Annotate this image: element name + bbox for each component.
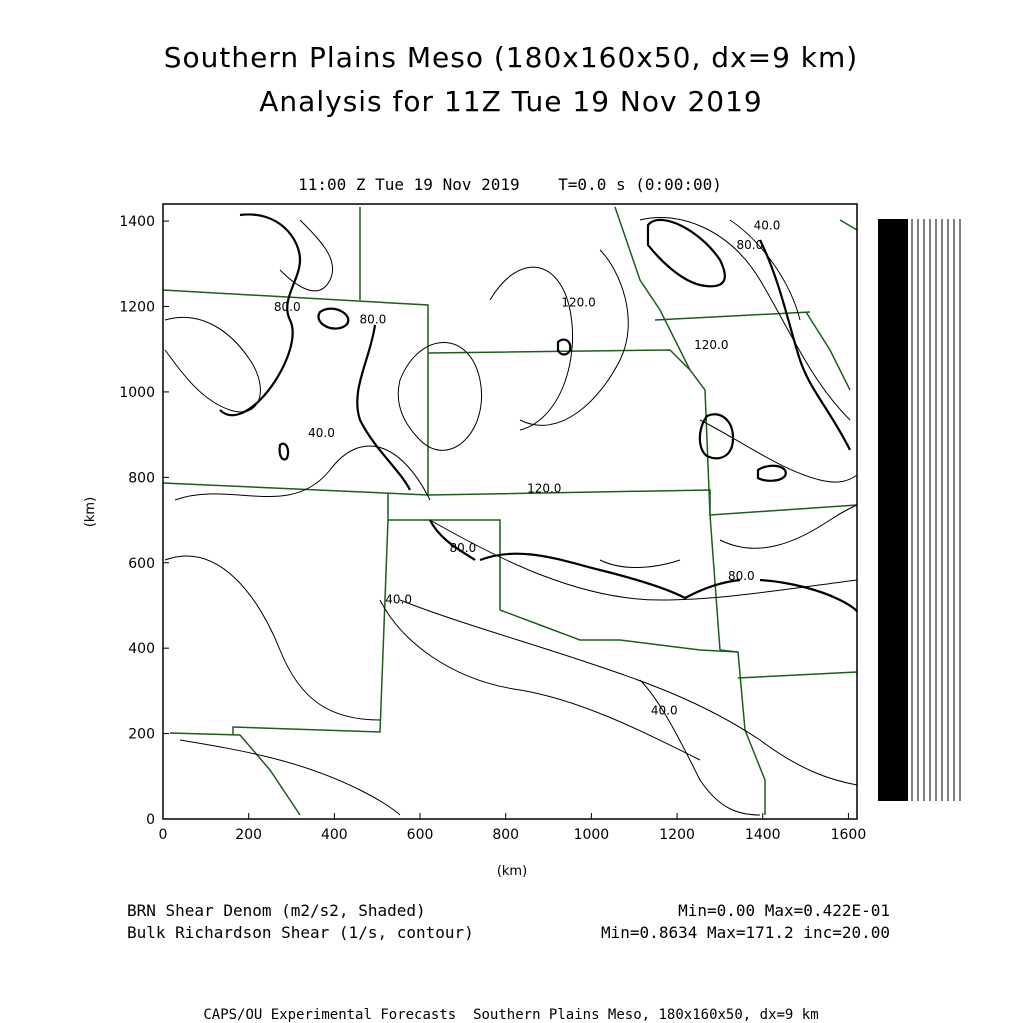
contour-label: 120.0 [527, 481, 562, 496]
contour-label: 40.0 [308, 425, 335, 440]
y-tick-label: 1400 [119, 214, 155, 231]
x-tick-label: 800 [492, 827, 520, 843]
y-tick-label: 1000 [119, 384, 155, 401]
x-tick-label: 200 [235, 827, 263, 843]
x-tick-label: 1200 [659, 827, 695, 843]
shaded-field-name: BRN Shear Denom (m2/s2, Shaded) [127, 901, 426, 920]
shaded-range: Min=0.00 Max=0.422E-01 [678, 901, 890, 920]
plot-time-label: 11:00 Z Tue 19 Nov 2019 T=0.0 s (0:00:00) [298, 175, 722, 194]
contour-label: 120.0 [694, 338, 729, 353]
state-boundaries [163, 207, 857, 815]
x-tick-label: 0 [158, 827, 168, 843]
x-tick-label: 1600 [830, 827, 867, 843]
y-tick-label: 1200 [119, 299, 155, 316]
contour-lines [165, 218, 857, 816]
contour-label: 80.0 [736, 237, 764, 252]
contour-label: 120.0 [561, 295, 596, 310]
y-tick-label: 0 [146, 812, 155, 828]
title-line-1: Southern Plains Meso (180x160x50, dx=9 km) [163, 41, 859, 74]
contour-label: 40.0 [385, 592, 412, 607]
x-tick-label: 1000 [573, 827, 610, 843]
contour-range: Min=0.8634 Max=171.2 inc=20.00 [601, 923, 890, 942]
contour-lines-bold [220, 214, 857, 612]
y-tick-label: 200 [128, 726, 155, 743]
y-axis-label: (km) [83, 496, 98, 528]
contour-label: 80.0 [727, 568, 755, 583]
y-tick-label: 800 [128, 470, 155, 487]
contour-label: 40.0 [753, 218, 781, 233]
colorbar [878, 219, 908, 801]
x-tick-label: 400 [320, 827, 348, 843]
contour-label: 80.0 [273, 299, 301, 314]
colorbar-labels [912, 219, 960, 801]
x-axis-label: (km) [496, 864, 528, 879]
contour-label: 40.0 [650, 703, 678, 718]
x-tick-label: 600 [406, 827, 434, 843]
contour-field-name: Bulk Richardson Shear (1/s, contour) [127, 923, 474, 942]
x-axis [159, 813, 867, 843]
credit-line: CAPS/OU Experimental Forecasts Southern Plains Meso, 180x160x50, dx=9 km [203, 1007, 819, 1023]
y-axis [119, 214, 169, 828]
title-line-2: Analysis for 11Z Tue 19 Nov 2019 [259, 85, 763, 118]
y-tick-label: 600 [128, 555, 155, 572]
y-tick-label: 400 [128, 641, 155, 658]
contour-label: 80.0 [359, 312, 387, 327]
contour-label: 80.0 [449, 541, 477, 556]
x-tick-label: 1400 [744, 827, 781, 843]
